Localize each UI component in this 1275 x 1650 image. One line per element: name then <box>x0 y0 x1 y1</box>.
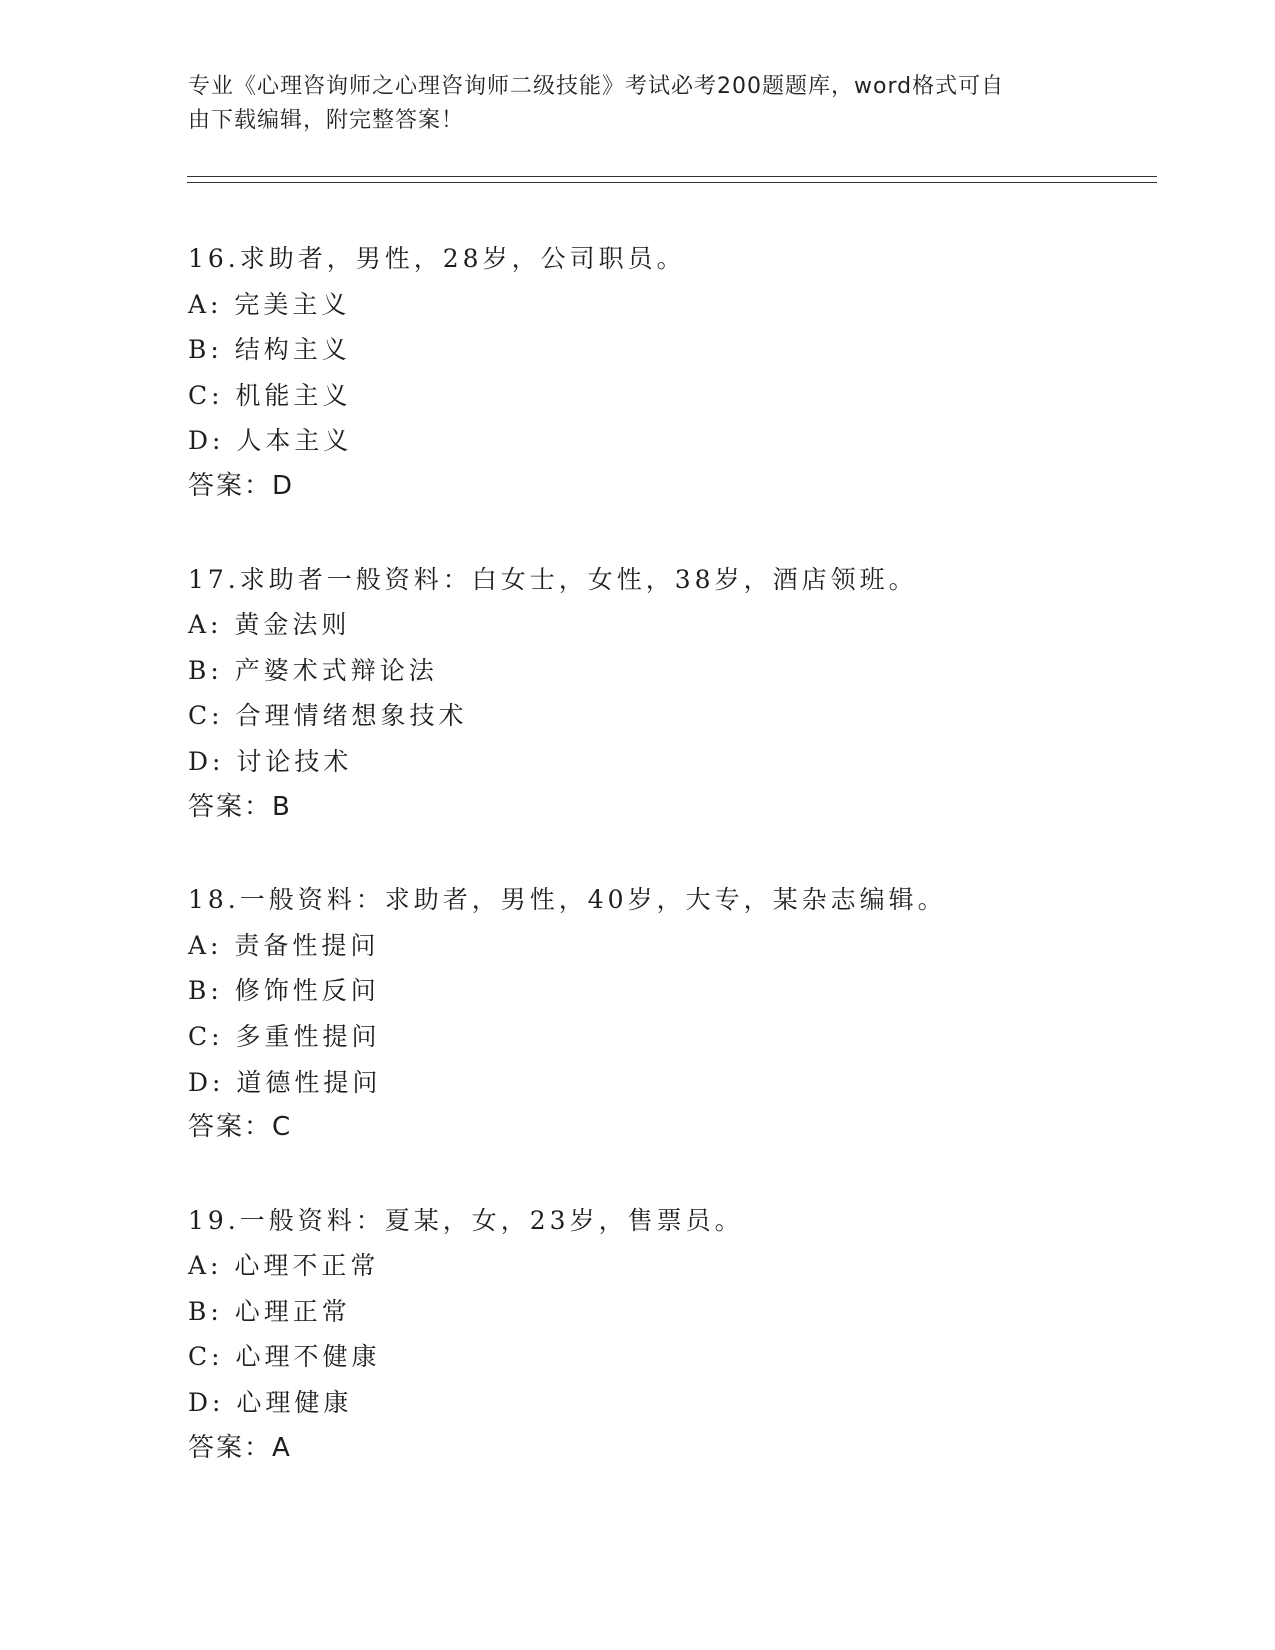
question-stem: 16.求助者，男性，28岁，公司职员。 <box>188 244 686 273</box>
option-d: D: 讨论技术 <box>188 746 353 776</box>
question-stem: 19.一般资料：夏某，女，23岁，售票员。 <box>188 1205 744 1235</box>
intro-line-2: 由下载编辑，附完整答案！ <box>188 108 465 133</box>
option-b: B: 产婆术式辩论法 <box>188 655 438 685</box>
option-d: D: 道德性提问 <box>188 1067 382 1097</box>
option-c: C: 合理情绪想象技术 <box>188 701 468 731</box>
question-list <box>188 236 1168 1518</box>
option-a: A: 黄金法则 <box>188 610 351 640</box>
question-stem: 18.一般资料：求助者，男性，40岁，大专，某杂志编辑。 <box>188 885 947 915</box>
intro-line-1: 专业《心理咨询师之心理咨询师二级技能》考试必考200题题库，word格式可自 <box>188 74 1005 99</box>
option-b: B: 心理正常 <box>188 1296 351 1326</box>
question-17 <box>188 557 1168 831</box>
option-d: D: 人本主义 <box>188 426 353 456</box>
question-18 <box>188 877 1168 1151</box>
answer: 答案：A <box>188 1432 292 1463</box>
option-c: C: 多重性提问 <box>188 1021 381 1051</box>
option-b: B: 修饰性反问 <box>188 976 380 1006</box>
answer: 答案：B <box>188 791 292 822</box>
option-b: B: 结构主义 <box>188 335 351 365</box>
header-divider-bottom <box>187 182 1157 183</box>
question-16 <box>188 236 1168 510</box>
option-a: A: 责备性提问 <box>188 930 380 960</box>
option-c: C: 机能主义 <box>188 380 352 410</box>
option-a: A: 完美主义 <box>188 289 351 319</box>
question-19 <box>188 1198 1168 1472</box>
document-intro <box>188 70 1068 138</box>
answer: 答案：C <box>188 1112 293 1143</box>
option-c: C: 心理不健康 <box>188 1342 381 1372</box>
option-a: A: 心理不正常 <box>188 1251 380 1281</box>
header-divider-top <box>187 176 1157 177</box>
question-stem: 17.求助者一般资料：白女士，女性，38岁，酒店领班。 <box>188 564 918 594</box>
option-d: D: 心理健康 <box>188 1388 353 1418</box>
answer: 答案：D <box>188 470 295 501</box>
